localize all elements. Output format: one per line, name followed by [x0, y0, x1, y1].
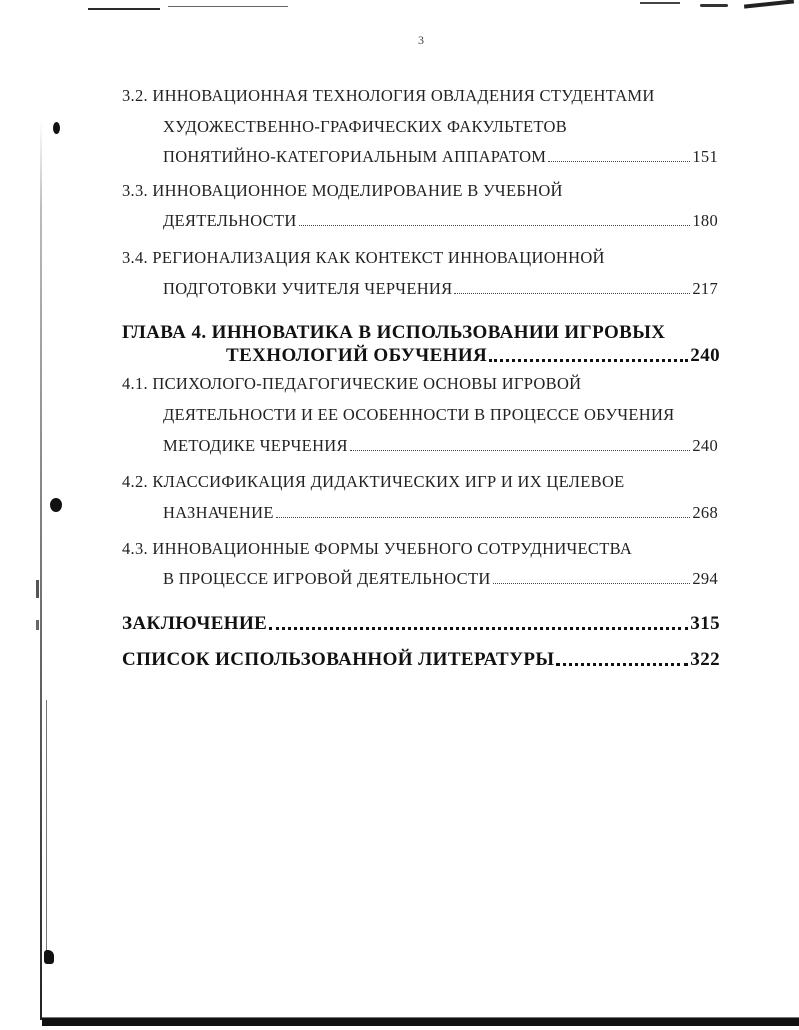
toc-entry-line: 3.3. ИННОВАЦИОННОЕ МОДЕЛИРОВАНИЕ В УЧЕБНОЙ [122, 181, 563, 200]
toc-page-ref: 294 [692, 569, 718, 588]
toc-entry-line: ДЕЯТЕЛЬНОСТИ И ЕЕ ОСОБЕННОСТИ В ПРОЦЕССЕ ОБУЧЕНИЯ [163, 405, 675, 424]
scan-artifact [40, 120, 42, 1020]
toc-entry-line: МЕТОДИКЕ ЧЕРЧЕНИЯ [163, 436, 348, 455]
toc-entry-line: 4.3. ИННОВАЦИОННЫЕ ФОРМЫ УЧЕБНОГО СОТРУДНИЧЕСТВА [122, 539, 633, 558]
toc-entry-leader-line [163, 147, 718, 167]
toc-entry-line: 4.1. ПСИХОЛОГО-ПЕДАГОГИЧЕСКИЕ ОСНОВЫ ИГРОВОЙ [122, 374, 582, 393]
toc-page-ref: 322 [690, 649, 720, 670]
chapter-heading-line: ЗАКЛЮЧЕНИЕ [122, 613, 268, 634]
leader-dots [269, 627, 688, 630]
toc-entry-leader-line [163, 569, 718, 589]
binding-hole-mark [53, 122, 60, 134]
toc-entry-leader-line [122, 649, 720, 671]
scan-artifact [44, 950, 54, 964]
toc-entry-line: 4.2. КЛАССИФИКАЦИЯ ДИДАКТИЧЕСКИХ ИГР И ИХ ЦЕЛЕВОЕ [122, 472, 625, 491]
chapter-heading-line: СПИСОК ИСПОЛЬЗОВАННОЙ ЛИТЕРАТУРЫ [122, 649, 555, 670]
leader-dots [556, 663, 688, 666]
toc-page-ref: 180 [692, 211, 718, 230]
toc-entry-leader-line [122, 613, 720, 635]
scan-artifact [640, 2, 680, 4]
binding-hole-mark [50, 498, 62, 512]
scan-artifact [46, 700, 47, 960]
scan-artifact [168, 6, 288, 7]
leader-dots [493, 583, 691, 584]
toc-page-ref: 217 [692, 279, 718, 298]
page-number: 3 [418, 33, 424, 47]
scan-artifact [88, 8, 160, 10]
leader-dots [548, 161, 690, 162]
scan-artifact [700, 4, 728, 7]
toc-page-ref: 268 [692, 503, 718, 522]
toc-entry-leader-line [163, 436, 718, 456]
toc-page-ref: 240 [692, 436, 718, 455]
chapter-heading-line: ТЕХНОЛОГИЙ ОБУЧЕНИЯ [226, 345, 488, 366]
leader-dots [299, 225, 691, 226]
toc-entry-line: ПОНЯТИЙНО-КАТЕГОРИАЛЬНЫМ АППАРАТОМ [163, 147, 547, 166]
leader-dots [489, 359, 688, 362]
toc-page-ref: 151 [692, 147, 718, 166]
chapter-heading-line: ГЛАВА 4. ИННОВАТИКА В ИСПОЛЬЗОВАНИИ ИГРОВЫХ [122, 322, 666, 343]
toc-entry-line: ДЕЯТЕЛЬНОСТИ [163, 211, 297, 230]
toc-entry-line: 3.4. РЕГИОНАЛИЗАЦИЯ КАК КОНТЕКСТ ИННОВАЦИОННОЙ [122, 248, 605, 267]
scan-artifact [36, 620, 39, 630]
toc-page-ref: 240 [690, 345, 720, 366]
leader-dots [454, 293, 690, 294]
scan-artifact [744, 0, 794, 9]
scan-artifact [42, 1018, 799, 1026]
toc-entry-leader-line [226, 345, 720, 367]
toc-entry-leader-line [163, 503, 718, 523]
toc-entry-line: ПОДГОТОВКИ УЧИТЕЛЯ ЧЕРЧЕНИЯ [163, 279, 453, 298]
toc-entry-line: ХУДОЖЕСТВЕННО-ГРАФИЧЕСКИХ ФАКУЛЬТЕТОВ [163, 117, 568, 136]
toc-entry-line: 3.2. ИННОВАЦИОННАЯ ТЕХНОЛОГИЯ ОВЛАДЕНИЯ СТУДЕНТАМИ [122, 86, 655, 105]
leader-dots [276, 517, 691, 518]
scan-artifact [36, 580, 39, 598]
toc-entry-line: В ПРОЦЕССЕ ИГРОВОЙ ДЕЯТЕЛЬНОСТИ [163, 569, 491, 588]
toc-entry-line: НАЗНАЧЕНИЕ [163, 503, 274, 522]
leader-dots [350, 450, 691, 451]
toc-page-ref: 315 [690, 613, 720, 634]
toc-entry-leader-line [163, 211, 718, 231]
toc-entry-leader-line [163, 279, 718, 299]
